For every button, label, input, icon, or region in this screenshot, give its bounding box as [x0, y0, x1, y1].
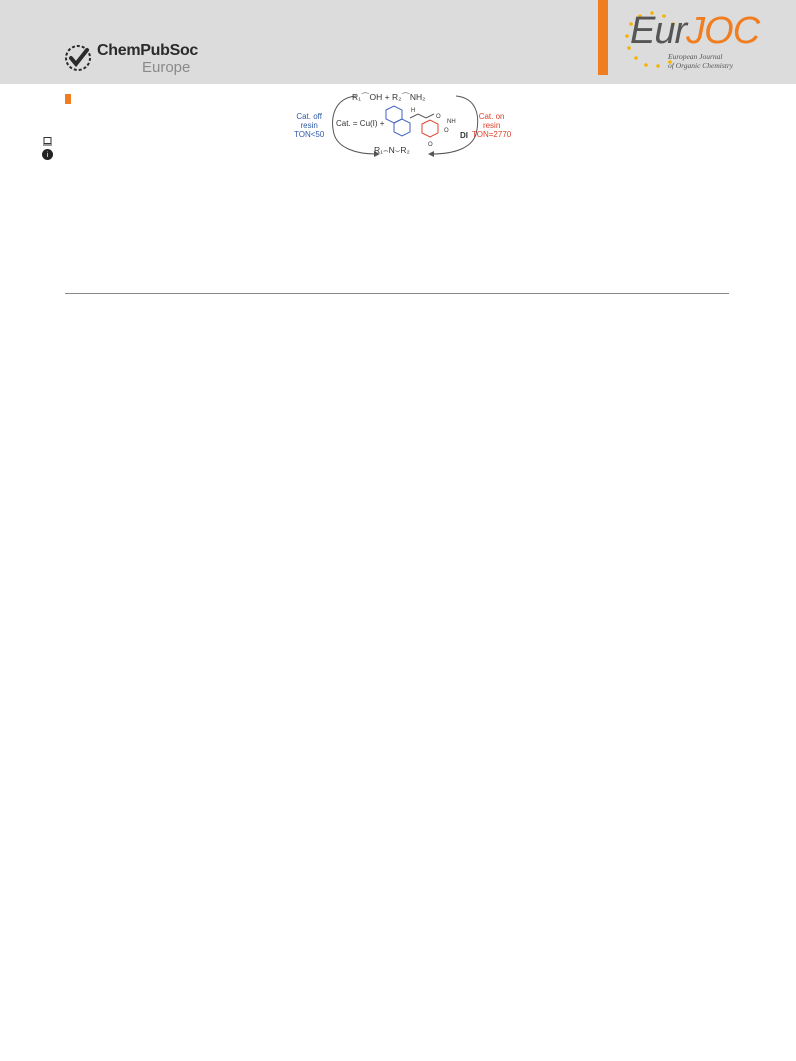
amine-product: R₁⌢N⌣R₂ — [374, 145, 410, 155]
svg-text:O: O — [436, 114, 441, 120]
section-marker — [65, 94, 71, 104]
chempubsoc-check-icon — [62, 42, 94, 74]
ligand-label: DI — [460, 131, 468, 140]
journal-fullname: European Journal of Organic Chemistry — [668, 52, 734, 70]
svg-text:NH: NH — [447, 119, 456, 125]
info-circle-icon — [42, 149, 53, 160]
ligand-structure-icon — [386, 106, 456, 148]
catalyst-definition: Cat. = Cu(I) + — [336, 119, 385, 128]
svg-text:O: O — [428, 142, 433, 148]
svg-text:i: i — [46, 152, 49, 159]
cat-off-resin-label: Cat. off resin TON<50 — [294, 112, 325, 139]
reactants: R₁⌒OH + R₂⌒NH₂ — [352, 92, 426, 102]
section-divider — [65, 293, 729, 294]
chempubsoc-logo — [62, 38, 222, 78]
brand-bar — [598, 0, 608, 75]
page-header — [0, 0, 796, 84]
graphical-abstract-scheme — [286, 88, 516, 168]
publisher-name: ChemPubSoc — [97, 42, 199, 59]
eurjoc-logo — [614, 6, 774, 78]
publisher-region: Europe — [142, 59, 191, 76]
svg-text:O: O — [444, 128, 449, 134]
cat-on-resin-label: Cat. on resin TON=2770 — [472, 112, 512, 139]
journal-logotype: EurJOC — [630, 10, 760, 52]
document-icon — [43, 137, 52, 146]
svg-text:H: H — [411, 108, 416, 114]
